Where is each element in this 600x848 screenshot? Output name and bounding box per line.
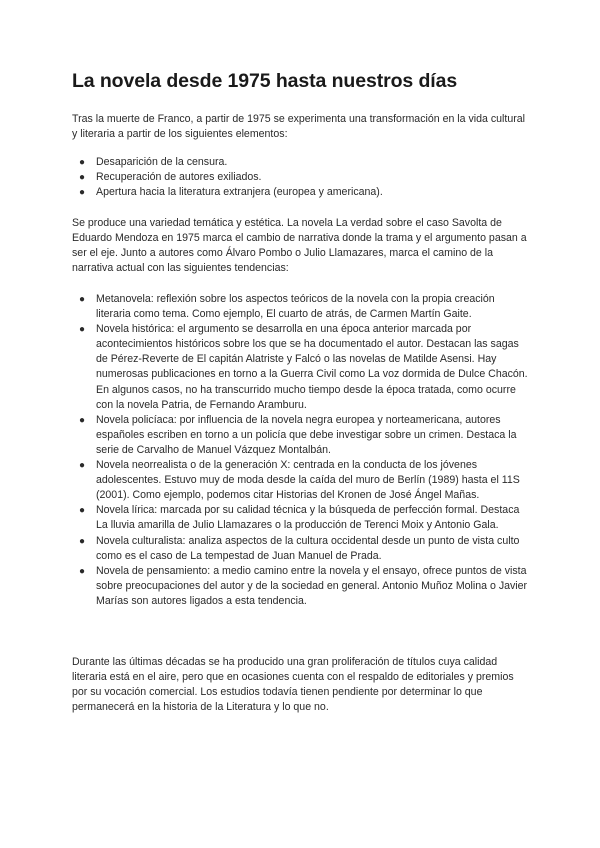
list-item: ● Recuperación de autores exiliados. <box>72 170 528 185</box>
list-item: ● Apertura hacia la literatura extranjera (europea y americana). <box>72 185 528 200</box>
intro-section <box>72 112 528 142</box>
bullet-icon: ● <box>79 172 86 184</box>
bullet-icon: ● <box>79 187 86 199</box>
list-item: ● Metanovela: reflexión sobre los aspectos teóricos de la novela con la propia creación literaria como tema. Como ejemplo, El cuarto de atrás, de Carmen Martín Gaite. <box>79 293 495 321</box>
list-item: ● Novela de pensamiento: a medio camino entre la novela y el ensayo, ofrece puntos de vista sobre preocupaciones del autor y de la sociedad en general. Antonio Muñoz Molina o Javier Marías son autores ligados a esta tendencia. <box>79 564 528 607</box>
list-item: ● Novela lírica: marcada por su calidad técnica y la búsqueda de perfección formal. Destaca La lluvia amarilla de Julio Llamazares o la producción de Terenci Moix y Antonio Gala. <box>79 504 520 532</box>
list-item: ● Novela culturalista: analiza aspectos de la cultura occidental desde un punto de vista culto como es el caso de La tempestad de Juan Manuel de Prada. <box>79 534 520 562</box>
bullet-icon: ● <box>79 157 86 168</box>
conclusion-section <box>72 655 528 715</box>
intro-paragraph: Tras la muerte de Franco, a partir de 1975 se experimenta una transformación en la vida cultural y literaria a partir de los siguientes elementos: <box>72 113 526 141</box>
bullet-icon: ● <box>79 414 86 426</box>
list-item: ● Novela policíaca: por influencia de la novela negra europea y norteamericana, autores españoles escriben en torno a un policía que debe investigar sobre un crimen. Destaca la serie de Carvalho de Manuel Vázquez Montalbán. <box>79 413 517 456</box>
page-title: La novela desde 1975 hasta nuestros días <box>72 70 458 92</box>
bullet-icon: ● <box>79 535 86 547</box>
bullet-icon: ● <box>79 460 86 472</box>
context-section <box>72 216 528 276</box>
bullet-icon: ● <box>79 565 86 577</box>
bullet-icon: ● <box>79 324 86 336</box>
tendencies-list <box>72 292 528 609</box>
bullet-icon: ● <box>79 505 86 517</box>
list-item: ● Novela neorrealista o de la generación X: centrada en la conducta de los jóvenes adolescentes. Estuvo muy de moda desde la caída del muro de Berlín (1989) hasta el 11S (2001). Como ejemplo, podemos citar Historias del Kronen de José Ángel Mañas. <box>79 459 520 502</box>
conclusion-paragraph: Durante las últimas décadas se ha producido una gran proliferación de títulos cuya calidad literaria está en el aire, pero que en ocasiones cuenta con el respaldo de editoriales y premios por su vocación comercial. Los estudios todavía tienen pendiente por determinar lo que permanecerá en la historia de la Literatura y lo que no. <box>72 656 514 714</box>
context-paragraph: Se produce una variedad temática y estética. La novela La verdad sobre el caso Savolta de Eduardo Mendoza en 1975 marca el cambio de narrativa donde la trama y el argumento pasan a ser el eje. Junto a autores como Álvaro Pombo o Julio Llamazares, marca el camino de la narrativa actual con las siguientes tendencias: <box>72 217 527 275</box>
list-item: ● Desaparición de la censura. <box>72 155 528 170</box>
elements-section <box>72 155 528 200</box>
bullet-icon: ● <box>79 294 86 305</box>
list-item: ● Novela histórica: el argumento se desarrolla en una época anterior marcada por acontecimientos históricos sobre los que se ha documentado el autor. Destacan las sagas de Pérez-Reverte de El capitán Alatriste y Falcó o las novelas de Matilde Asensi. Hay numerosas publicaciones en torno a la Guerra Civil como La voz dormida de Dulce Chacón. En algunos casos, no ha transcurrido mucho tiempo desde la época tratada, como ocurre con la novela Patria, de Fernando Aramburu. <box>79 323 528 411</box>
tendencies-section <box>72 292 528 609</box>
elements-list <box>72 155 528 200</box>
